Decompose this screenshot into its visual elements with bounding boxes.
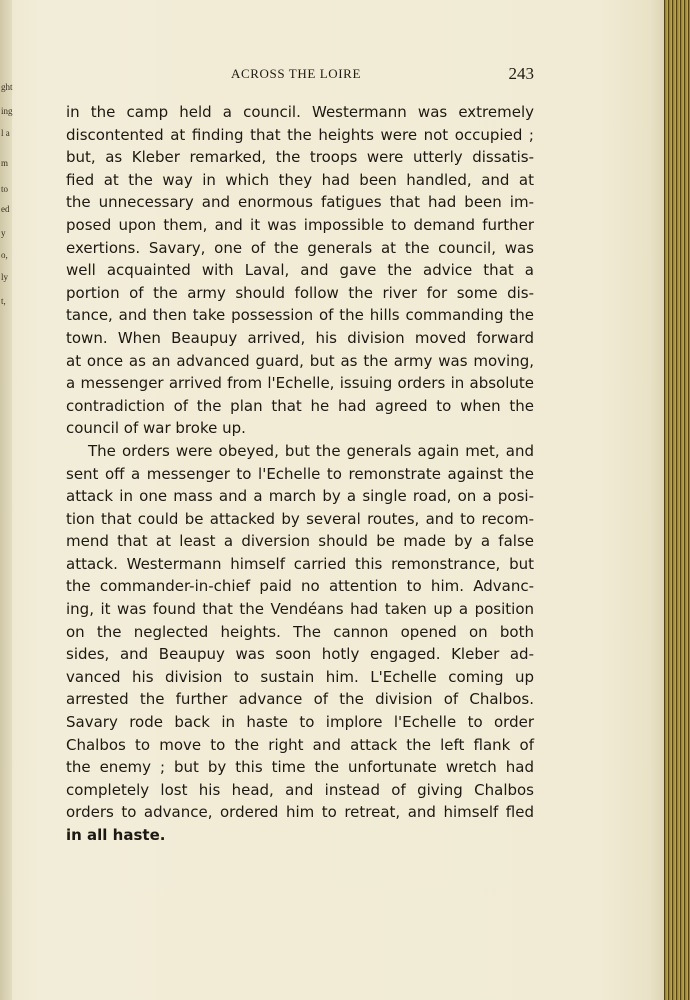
text-line: but, as Kleber remarked, the troops were utterly dissatis- xyxy=(66,148,534,167)
page-edges xyxy=(664,0,690,1000)
text-line: the commander-in-chief paid no attention to him. Advanc- xyxy=(66,577,534,596)
text-line: Savary rode back in haste to implore l'Echelle to order xyxy=(66,713,534,732)
text-line: fied at the way in which they had been handled, and at xyxy=(66,170,534,189)
gutter-fragment: o, xyxy=(1,250,8,260)
page-number: 243 xyxy=(508,64,534,83)
text-line: orders to advance, ordered him to retreat, and himself fled xyxy=(66,803,534,822)
text-line: discontented at finding that the heights were not occupied ; xyxy=(66,125,534,144)
running-title: ACROSS THE LOIRE xyxy=(231,66,361,81)
text-line: the enemy ; but by this time the unfortunate wretch had xyxy=(66,758,534,777)
gutter-fragment: to xyxy=(1,184,9,194)
facing-page-gutter xyxy=(0,0,12,1000)
text-line: Chalbos to move to the right and attack the left flank of xyxy=(66,735,534,754)
gutter-fragment: m xyxy=(1,158,9,168)
text-line: sent off a messenger to l'Echelle to remonstrate against the xyxy=(66,464,534,483)
text-line: well acquainted with Laval, and gave the advice that a xyxy=(66,261,534,280)
running-head xyxy=(66,66,534,86)
paragraph-start-line: The orders were obeyed, but the generals again met, and xyxy=(88,441,534,460)
text-line: in the camp held a council. Westermann was extremely xyxy=(66,103,534,121)
text-line: town. When Beaupuy arrived, his division moved forward xyxy=(66,328,534,347)
paragraph-end-line: in all haste. xyxy=(66,826,166,844)
body-text xyxy=(66,101,534,847)
text-line: on the neglected heights. The cannon opened on both xyxy=(66,622,534,641)
gutter-fragment: ed xyxy=(1,204,10,214)
text-line: vanced his division to sustain him. L'Echelle coming up xyxy=(66,667,534,686)
gutter-fragment: ing xyxy=(1,106,13,116)
text-line: attack. Westermann himself carried this remonstrance, but xyxy=(66,554,534,573)
gutter-fragment: ly xyxy=(1,272,9,282)
text-line: sides, and Beaupuy was soon hotly engaged. Kleber ad- xyxy=(66,645,534,664)
text-line: completely lost his head, and instead of giving Chalbos xyxy=(66,780,534,799)
text-line: the unnecessary and enormous fatigues that had been im- xyxy=(66,193,534,212)
text-line: posed upon them, and it was impossible to demand further xyxy=(66,215,534,234)
text-line: ing, it was found that the Vendéans had taken up a position xyxy=(66,600,534,619)
text-line: portion of the army should follow the river for some dis- xyxy=(66,283,534,302)
text-line: tance, and then take possession of the hills commanding the xyxy=(66,306,534,325)
text-line: attack in one mass and a march by a single road, on a posi- xyxy=(66,487,534,506)
gutter-fragment: l a xyxy=(1,128,10,138)
text-line: arrested the further advance of the division of Chalbos. xyxy=(66,690,534,709)
text-line: contradiction of the plan that he had agreed to when the xyxy=(66,396,534,415)
text-line: a messenger arrived from l'Echelle, issuing orders in absolute xyxy=(66,374,534,393)
text-line: exertions. Savary, one of the generals at the council, was xyxy=(66,238,534,257)
gutter-fragment: t, xyxy=(1,296,6,306)
text-line: at once as an advanced guard, but as the army was moving, xyxy=(66,351,534,370)
text-line: mend that at least a diversion should be made by a false xyxy=(66,532,534,551)
text-line: tion that could be attacked by several routes, and to recom- xyxy=(66,509,534,528)
gutter-fragment: y xyxy=(1,228,6,238)
paragraph-end-line: council of war broke up. xyxy=(66,419,246,438)
gutter-fragment: ght xyxy=(1,82,13,92)
